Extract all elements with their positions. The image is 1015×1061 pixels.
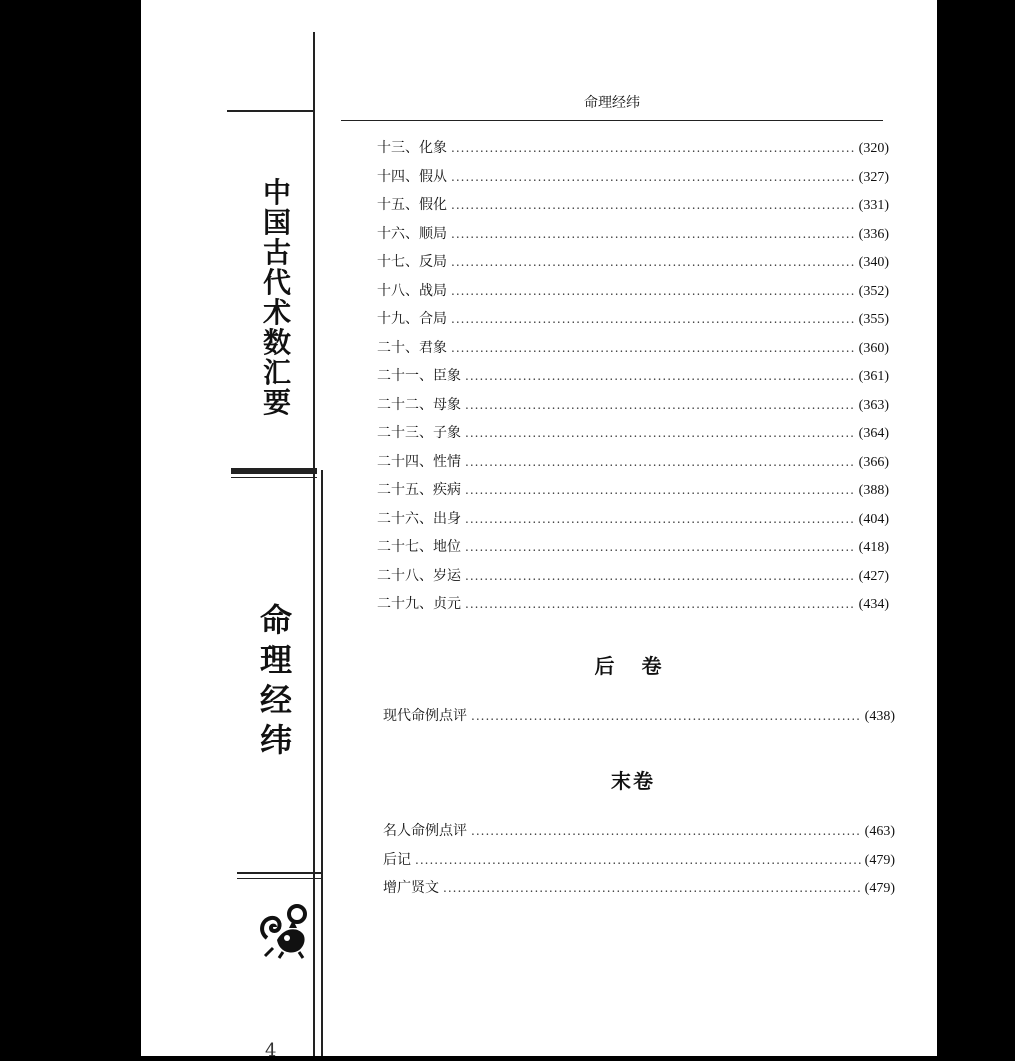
toc-leader-dots xyxy=(465,369,855,383)
toc-entry-label: 十三、化象 xyxy=(377,140,447,156)
toc-entry-page: (366) xyxy=(858,454,889,470)
toc-leader-dots xyxy=(451,141,855,155)
toc-entry-label: 增广贤文 xyxy=(383,880,439,896)
toc-leader-dots xyxy=(465,483,855,497)
header-rule xyxy=(341,120,883,121)
toc-entry xyxy=(377,280,889,309)
toc-entry xyxy=(377,365,889,394)
toc-leader-dots xyxy=(451,170,855,184)
toc-leader-dots xyxy=(471,709,861,723)
toc-entry-page: (361) xyxy=(858,369,889,384)
toc-entry xyxy=(377,536,889,565)
toc-entry xyxy=(383,849,895,878)
running-head: 命理经纬 xyxy=(584,95,640,111)
toc-entry-label: 二十九、贞元 xyxy=(377,596,461,612)
toc-entry xyxy=(377,251,889,280)
toc-entry-label: 二十六、出身 xyxy=(377,510,461,527)
toc-entry-page: (363) xyxy=(858,397,889,413)
toc-entry xyxy=(383,877,895,906)
toc-leader-dots xyxy=(465,455,855,469)
toc-leader-dots xyxy=(471,824,861,838)
book-title: 命理经纬 xyxy=(259,601,292,759)
toc-leader-dots xyxy=(465,569,855,583)
toc-entry-page: (336) xyxy=(858,226,889,242)
toc-leader-dots xyxy=(465,398,855,412)
toc-entry-label: 后记 xyxy=(383,851,411,868)
toc-leader-dots xyxy=(451,198,855,212)
toc-entry xyxy=(377,194,889,223)
toc-entry-label: 十七、反局 xyxy=(377,254,447,270)
toc-entry-label: 二十一、臣象 xyxy=(377,368,461,384)
toc-entry xyxy=(377,223,889,252)
section-title-mo: 末卷 xyxy=(611,769,655,793)
toc-entry-page: (364) xyxy=(858,426,889,441)
toc-entry xyxy=(377,337,889,366)
spine-rule-mid-thick xyxy=(231,468,317,474)
page-number: 4 xyxy=(265,1040,277,1061)
toc-entry xyxy=(377,308,889,337)
toc-entry-label: 现代命例点评 xyxy=(383,708,467,724)
toc-leader-dots xyxy=(465,540,855,554)
toc-entry xyxy=(377,451,889,480)
toc-entry xyxy=(377,394,889,423)
toc-hou xyxy=(383,705,895,734)
toc-entry-page: (404) xyxy=(858,511,889,527)
toc-entry-page: (331) xyxy=(858,198,889,213)
toc-entry-label: 二十八、岁运 xyxy=(377,567,461,584)
section-title-hou: 后 卷 xyxy=(594,654,672,678)
toc-entry-page: (388) xyxy=(858,483,889,498)
toc-entry-label: 名人命例点评 xyxy=(383,823,467,839)
toc-leader-dots xyxy=(415,853,861,867)
toc-entry-page: (463) xyxy=(864,824,895,839)
toc-entry xyxy=(377,479,889,508)
toc-entry-page: (355) xyxy=(858,312,889,327)
toc-entry-page: (427) xyxy=(858,568,889,584)
toc-entry-label: 十四、假从 xyxy=(377,168,447,185)
toc-entry-label: 二十三、子象 xyxy=(377,425,461,441)
toc-entry-page: (340) xyxy=(858,255,889,270)
spine-divider-inner xyxy=(321,470,323,1056)
dragon-emblem-icon xyxy=(253,898,315,960)
series-title: 中国古代术数汇要 xyxy=(262,176,291,419)
toc-entry xyxy=(383,705,895,734)
spine-rule-mid-thin xyxy=(231,477,317,478)
spine-rule-top xyxy=(227,110,315,112)
toc-entry-label: 二十七、地位 xyxy=(377,539,461,555)
toc-leader-dots xyxy=(451,341,855,355)
toc-leader-dots xyxy=(465,426,855,440)
toc-entry xyxy=(377,508,889,537)
toc-entry xyxy=(377,593,889,622)
toc-entry-label: 十九、合局 xyxy=(377,311,447,327)
toc-entry-label: 二十四、性情 xyxy=(377,453,461,470)
toc-entry-page: (438) xyxy=(864,709,895,724)
toc-entry-label: 十八、战局 xyxy=(377,282,447,299)
toc-leader-dots xyxy=(451,227,855,241)
toc-mo xyxy=(383,820,895,906)
toc-entry-label: 十五、假化 xyxy=(377,197,447,213)
toc-entry-page: (434) xyxy=(858,597,889,612)
toc-entry xyxy=(383,820,895,849)
toc-leader-dots xyxy=(443,881,861,895)
toc-entry xyxy=(377,166,889,195)
toc-leader-dots xyxy=(451,255,855,269)
toc-entry-page: (418) xyxy=(858,540,889,555)
toc-entry xyxy=(377,422,889,451)
spine-rule-bottom xyxy=(237,872,321,874)
toc-leader-dots xyxy=(465,597,855,611)
toc-leader-dots xyxy=(451,312,855,326)
toc-entry-page: (360) xyxy=(858,340,889,356)
toc-entry-page: (479) xyxy=(864,852,895,868)
toc-entry-label: 十六、顺局 xyxy=(377,225,447,242)
toc-entry-page: (479) xyxy=(864,881,895,896)
book-page xyxy=(141,0,937,1061)
toc-entry-label: 二十二、母象 xyxy=(377,396,461,413)
toc-entry-page: (320) xyxy=(858,141,889,156)
toc-main xyxy=(377,137,889,622)
toc-leader-dots xyxy=(465,512,855,526)
toc-entry-page: (327) xyxy=(858,169,889,185)
toc-entry-label: 二十五、疾病 xyxy=(377,482,461,498)
toc-entry-label: 二十、君象 xyxy=(377,339,447,356)
toc-entry xyxy=(377,565,889,594)
toc-entry xyxy=(377,137,889,166)
spine-rule-bottom-thin xyxy=(237,878,321,879)
toc-leader-dots xyxy=(451,284,855,298)
toc-entry-page: (352) xyxy=(858,283,889,299)
